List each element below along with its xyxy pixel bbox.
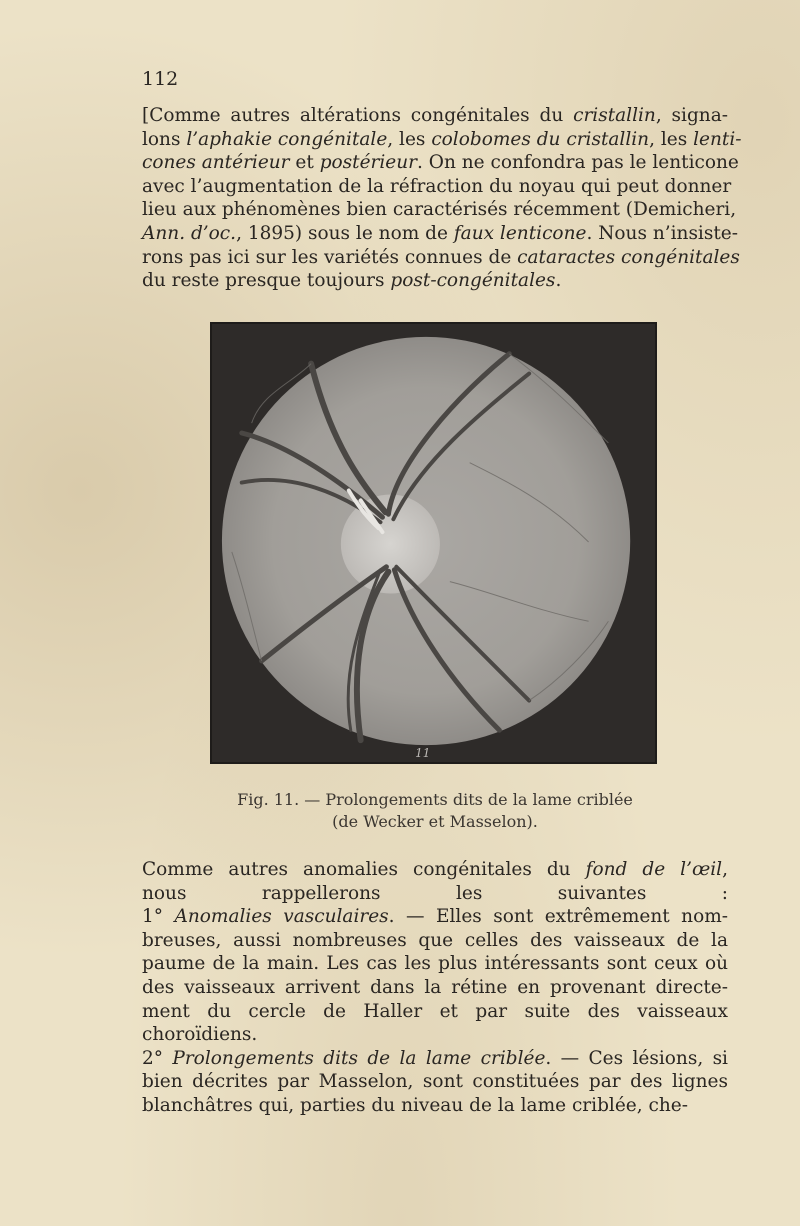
text-line: ment du cercle de Haller et par suite des vaisseaux	[142, 1000, 728, 1022]
text-line: nous rappellerons les suivantes :	[142, 882, 728, 904]
text-line: 1° Anomalies vasculaires. — Elles sont extrêmement nom-	[142, 906, 729, 928]
text-line: blanchâtres qui, parties du niveau de la lame criblée, che-	[142, 1094, 688, 1116]
page-number: 112	[142, 68, 179, 90]
text-line: avec l’augmentation de la réfraction du noyau qui peut donner	[142, 175, 732, 197]
text-line: lons l’aphakie congénitale, les colobomes du cristallin, les lenti-	[142, 128, 742, 150]
text-line: [Comme autres altérations congénitales du cristallin, signa-	[142, 105, 729, 126]
fundus-illustration	[212, 324, 655, 762]
fundus-figure	[210, 322, 657, 764]
text-line: 2° Prolongements dits de la lame criblée. — Ces lésions, si	[142, 1047, 728, 1069]
text-line: breuses, aussi nombreuses que celles des vaisseaux de la	[142, 929, 728, 951]
text-line: rons pas ici sur les variétés connues de cataractes congénitales	[142, 246, 740, 268]
plate-number: 11	[415, 746, 431, 761]
intro-paragraph	[142, 104, 742, 293]
figure-caption: Fig. 11. — Prolongements dits de la lame criblée	[237, 790, 633, 809]
figure-caption-credit: (de Wecker et Masselon).	[332, 812, 538, 831]
body-paragraph	[142, 858, 728, 1118]
text-line: Comme autres anomalies congénitales du fond de l’œil,	[142, 859, 728, 880]
text-line: Ann. d’oc., 1895) sous le nom de faux lenticone. Nous n’insiste-	[142, 222, 738, 244]
text-line: cones antérieur et postérieur. On ne confondra pas le lenticone	[142, 152, 739, 174]
text-line: paume de la main. Les cas les plus intéressants sont ceux où	[142, 953, 728, 975]
text-line: des vaisseaux arrivent dans la rétine en provenant directe-	[142, 976, 728, 998]
text-line: bien décrites par Masselon, sont constituées par des lignes	[142, 1071, 728, 1093]
text-line: choroïdiens.	[142, 1024, 258, 1046]
text-line: lieu aux phénomènes bien caractérisés récemment (Demicheri,	[142, 199, 737, 221]
text-line: du reste presque toujours post-congénitales.	[142, 270, 562, 292]
